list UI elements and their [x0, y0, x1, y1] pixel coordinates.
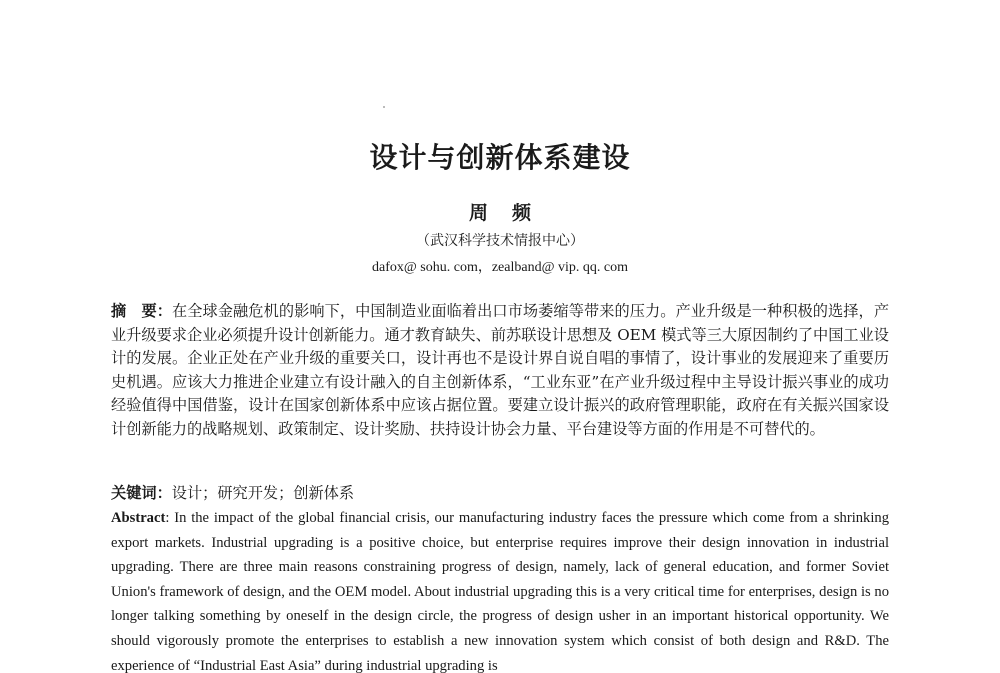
keywords-line [111, 483, 889, 503]
author-affiliation: （武汉科学技术情报中心） [416, 233, 584, 249]
abstract-chinese-text: 在全球金融危机的影响下，中国制造业面临着出口市场萎缩等带来的压力。产业升级是一种积极的选择，产业升级要求企业必须提升设计创新能力。通才教育缺失、前苏联设计思想及 OEM 模式等三大原因制约了中国工业设计的发展。企业正处在产业升级的重要关口，设计再也不是设计界自说自唱的事情了，设计事业的发展迎来了重要历史机遇。应该大力推进企业建立有设计融入的自主创新体系，“工业东亚”在产业升级过程中主导设计振兴事业的成功经验值得中国借鉴，设计在国家创新体系中应该占据位置。要建立设计振兴的政府管理职能，政府在有关振兴国家设计创新能力的战略规划、政策制定、设计奖励、扶持设计协会力量、平台建设等方面的作用是不可替代的。 [111, 302, 890, 438]
author-emails: dafox@ sohu. com，zealband@ vip. qq. com [372, 260, 628, 275]
author-name: 周频 [468, 202, 555, 224]
abstract-chinese [111, 300, 889, 441]
abstract-chinese-label: 摘 要： [111, 302, 173, 320]
keywords-label: 关键词： [111, 484, 172, 502]
abstract-english-text: : In the impact of the global financial crisis, our manufacturing industry faces the pressure which come from a shrinking export markets. Industrial upgrading is a positive choice, but enterprise requires improve their design innovation in industrial upgrading. There are three main reasons constraining progress of design, namely, lack of general education, and former Soviet Union's framework of design, and the OEM model. About industrial upgrading this is a very critical time for enterprises, design is no longer talking something by oneself in the design circle, the progress of design usher in an important historical opportunity. We should vigorously promote the enterprises to establish a new innovation system which consist of both design and R&D. The experience of “Industrial East Asia” during industrial upgrading is [111, 510, 889, 673]
scan-speck [383, 106, 385, 108]
paper-title: 设计与创新体系建设 [369, 141, 631, 174]
abstract-english [111, 506, 889, 673]
abstract-english-label: Abstract [111, 510, 166, 526]
keywords-text: 设计；研究开发；创新体系 [171, 484, 354, 502]
